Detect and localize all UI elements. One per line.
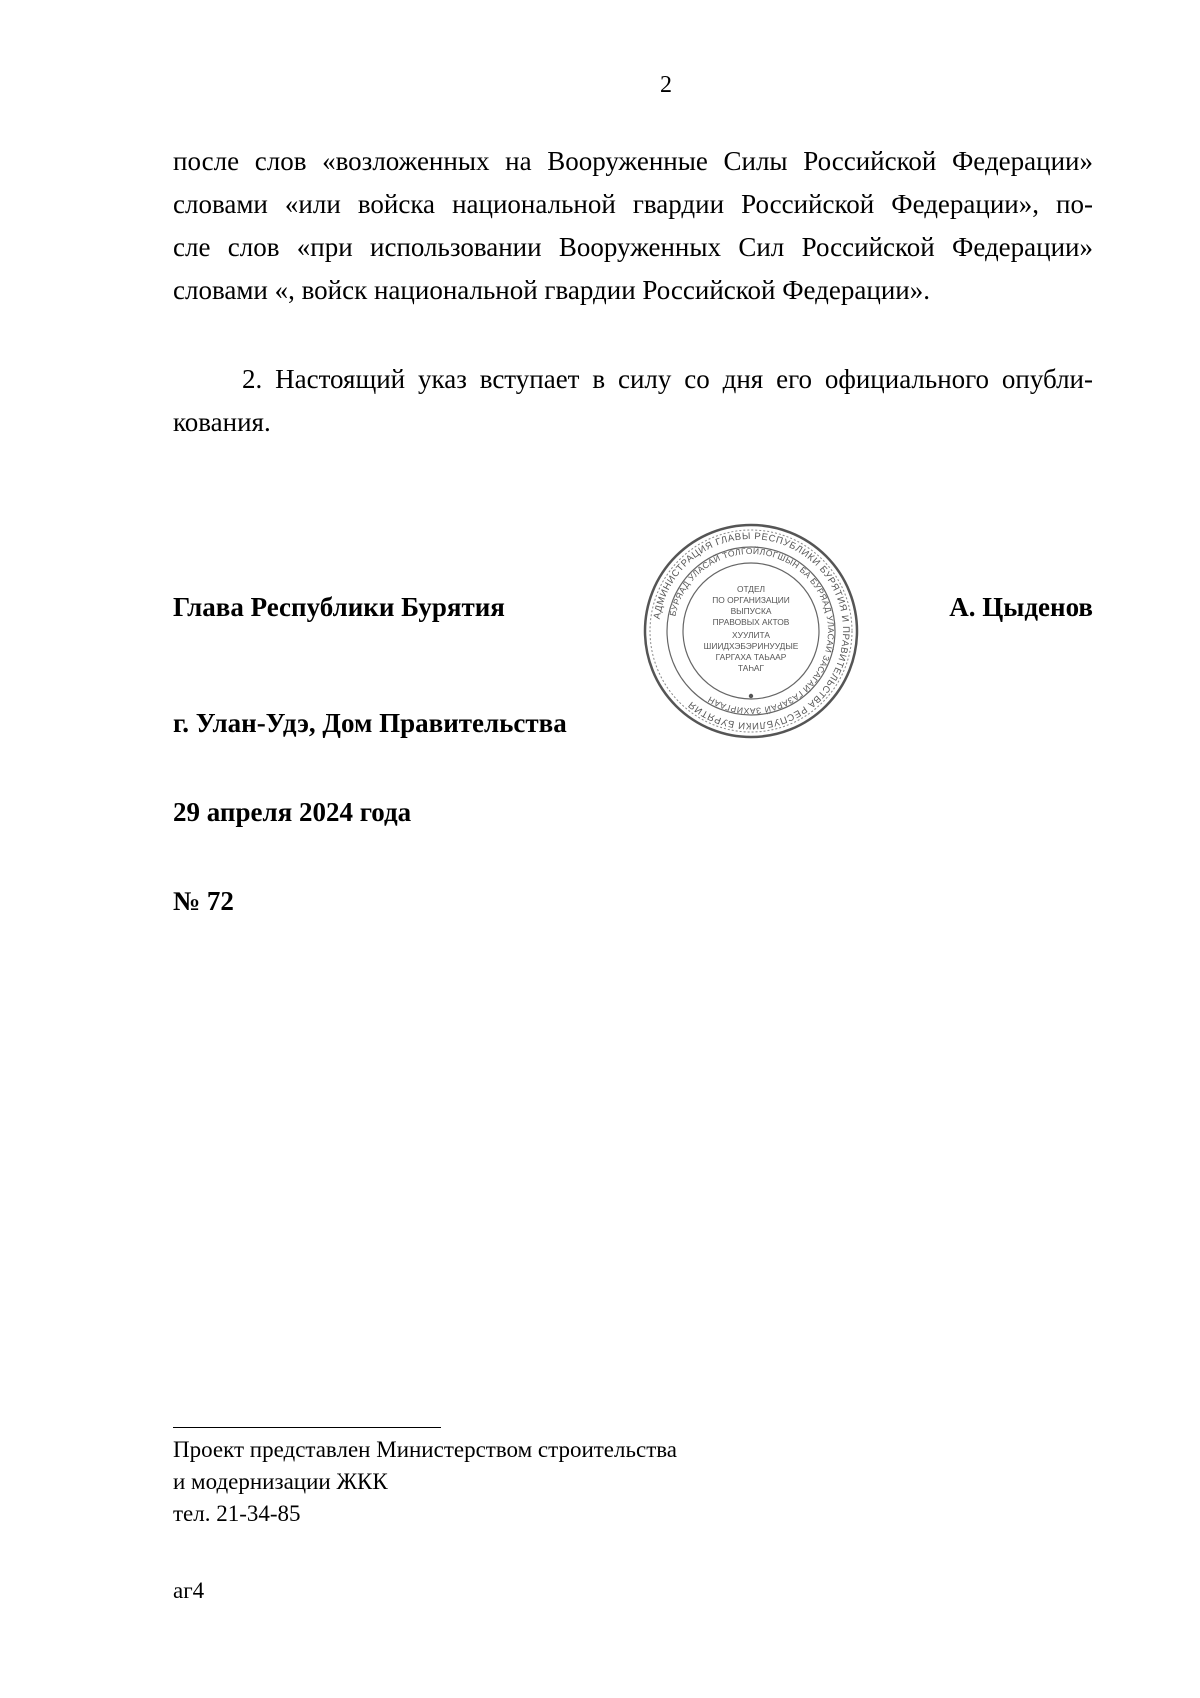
- decree-number: № 72: [173, 886, 234, 916]
- seal-inner-text: БУРЯАД УЛАСАЙ ТОЛГОЙЛОГШЫН БА БУРЯАД УЛАСАЙ ЗАСАГАЙ ГАЗАРАЙ ЗАХИРГААН: [667, 545, 837, 717]
- seal-center-line: ГАРГАХА ТАЬААР: [715, 652, 787, 662]
- paragraph-amendment: [173, 140, 1093, 312]
- seal-center-line: ХУУЛИТА: [732, 630, 770, 640]
- signatory-position: Глава Республики Бурятия: [173, 592, 505, 622]
- paragraph-effective-date: [173, 358, 1093, 444]
- paragraph-line: 2. Настоящий указ вступает в силу со дня его официального опубли-: [242, 364, 1093, 394]
- seal-center-line: ВЫПУСКА: [730, 606, 772, 616]
- signing-place: г. Улан-Удэ, Дом Правительства: [173, 708, 567, 738]
- seal-center-line: ПО ОРГАНИЗАЦИИ: [712, 595, 790, 605]
- footnote-divider: [173, 1427, 441, 1428]
- signatory-name: А. Цыденов: [949, 592, 1093, 622]
- official-seal: [640, 520, 862, 742]
- footnote: [173, 1434, 677, 1530]
- page-number: 2: [660, 72, 672, 98]
- paragraph-line: кования.: [173, 407, 271, 437]
- footnote-line: Проект представлен Министерством строительства: [173, 1437, 678, 1462]
- paragraph-line: словами «или войска национальной гвардии Российской Федерации», по-: [173, 189, 1093, 219]
- seal-center-line: ШИИДХЭБЭРИНУУДЫЕ: [703, 641, 799, 651]
- seal-dot-icon: [749, 694, 753, 698]
- signing-date: 29 апреля 2024 года: [173, 797, 412, 827]
- seal-center-line: ОТДЕЛ: [736, 584, 766, 594]
- paragraph-line: после слов «возложенных на Вооруженные Силы Российской Федерации»: [173, 146, 1093, 176]
- author-initials: аг4: [173, 1578, 205, 1603]
- seal-center-line: ТАҺАГ: [737, 663, 765, 673]
- footnote-line: и модернизации ЖКК: [173, 1469, 388, 1494]
- footnote-line: тел. 21-34-85: [173, 1501, 301, 1526]
- seal-outer-text: АДМИНИСТРАЦИЯ ГЛАВЫ РЕСПУБЛИКИ БУРЯТИЯ И ПРАВИТЕЛЬСТВА РЕСПУБЛИКИ БУРЯТИЯ: [651, 530, 852, 732]
- seal-center-line: ПРАВОВЫХ АКТОВ: [712, 617, 790, 627]
- paragraph-line: словами «, войск национальной гвардии Российской Федерации».: [173, 275, 930, 305]
- paragraph-line: сле слов «при использовании Вооруженных Сил Российской Федерации»: [173, 232, 1093, 262]
